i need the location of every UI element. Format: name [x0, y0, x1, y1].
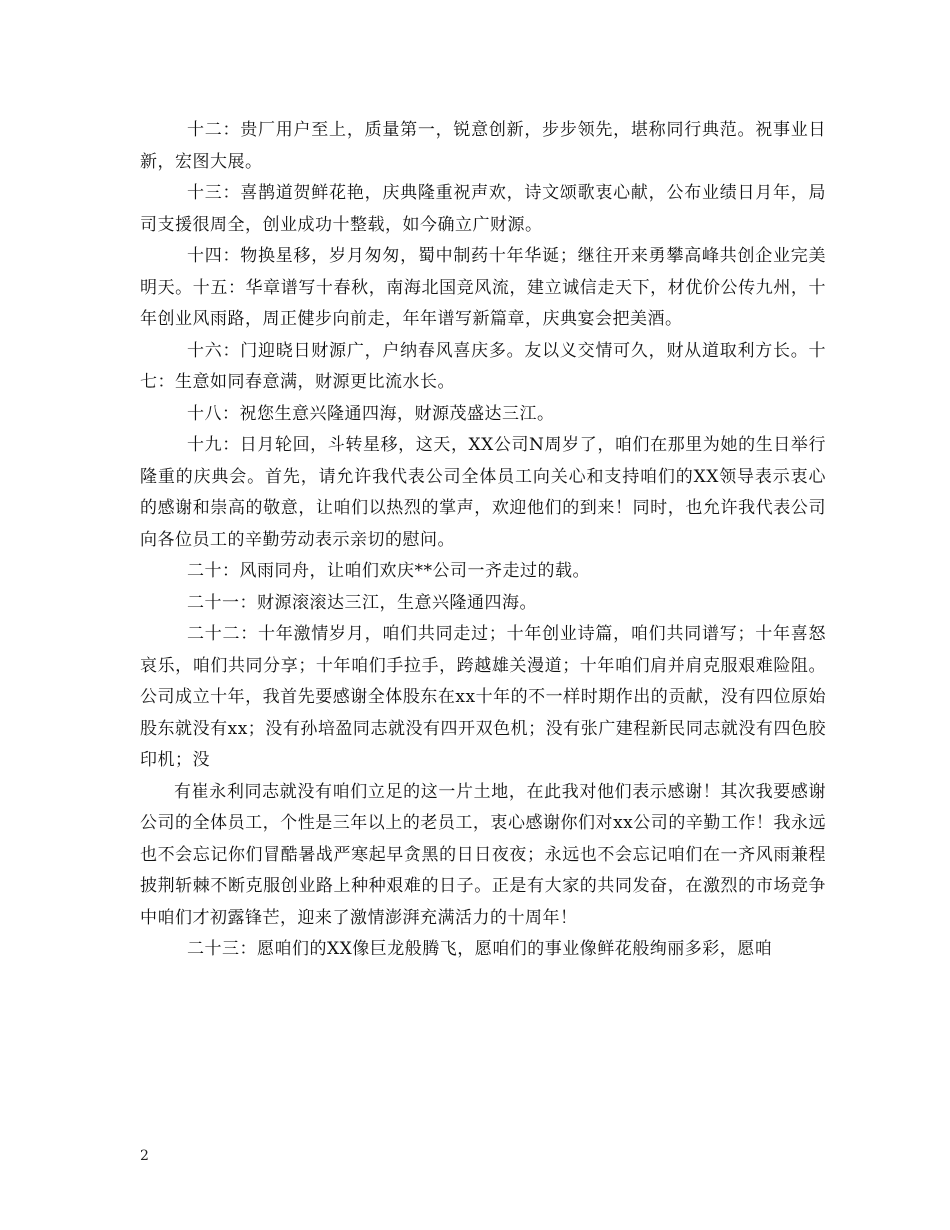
paragraph-23: 二十三：愿咱们的XX像巨龙般腾飞，愿咱们的事业像鲜花般绚丽多彩，愿咱: [187, 939, 773, 959]
paragraph-21: 二十一：财源滚滚达三江，生意兴隆通四海。: [187, 592, 537, 613]
paragraph-22-continued: 有崔永利同志就没有咱们立足的这一片土地，在此我对他们表示感谢！其次我要感谢公司的全体员工，个性是三年以上的老员工，衷心感谢你们对xx公司的辛勤工作！我永远也不会忘记你们冒酷暑战严寒起早贪黑的日日夜夜；永远也不会忘记咱们在一齐风雨兼程披荆斩棘不断克服创业路上种种艰难的日子。正是有大家的共同发奋，在激烈的市场竞争中咱们才初露锋芒，迎来了激情澎湃充满活力的十周年！: [140, 781, 826, 928]
paragraph-18: 十八：祝您生意兴隆通四海，财源茂盛达三江。: [187, 403, 555, 424]
paragraph-22: 二十二：十年激情岁月，咱们共同走过；十年创业诗篇，咱们共同谱写；十年喜怒哀乐，咱们共同分享；十年咱们手拉手，跨越雄关漫道；十年咱们肩并肩克服艰难险阻。公司成立十年，我首先要感谢全体股东在xx十年的不一样时期作出的贡献，没有四位原始股东就没有xx；没有孙培盈同志就没有四开双色机；没有张广建程新民同志就没有四色胶印机；没: [140, 624, 826, 770]
paragraph-19: 十九：日月轮回，斗转星移，这天，XX公司N周岁了，咱们在那里为她的生日举行隆重的庆典会。首先，请允许我代表公司全体员工向关心和支持咱们的XX领导表示衷心的感谢和崇高的敬意，让咱们以热烈的掌声，欢迎他们的到来！同时，也允许我代表公司向各位员工的辛勤劳动表示亲切的慰问。: [140, 435, 826, 550]
paragraph-16-17: 十六：门迎晓日财源广，户纳春风喜庆多。友以义交情可久，财从道取利方长。十七：生意如同春意满，财源更比流水长。: [140, 340, 826, 392]
paragraph-14-15: 十四：物换星移，岁月匆匆，蜀中制药十年华诞；继往开来勇攀高峰共创企业完美明天。十五：华章谱写十春秋，南海北国竞风流，建立诚信走天下，材优价公传九州，十年创业风雨路，周正健步向前走，年年谱写新篇章，庆典宴会把美酒。: [140, 246, 826, 329]
page-number: 2: [140, 1148, 149, 1164]
paragraph-12: 十二：贵厂用户至上，质量第一，锐意创新，步步领先，堪称同行典范。祝事业日新，宏图大展。: [140, 120, 826, 172]
paragraph-20: 二十：风雨同舟，让咱们欢庆**公司一齐走过的载。: [187, 561, 590, 581]
document-body: [140, 115, 826, 966]
paragraph-13: 十三：喜鹊道贺鲜花艳，庆典隆重祝声欢，诗文颂歌衷心献，公布业绩日月年，局司支援很周全，创业成功十整载，如今确立广财源。: [140, 183, 826, 235]
